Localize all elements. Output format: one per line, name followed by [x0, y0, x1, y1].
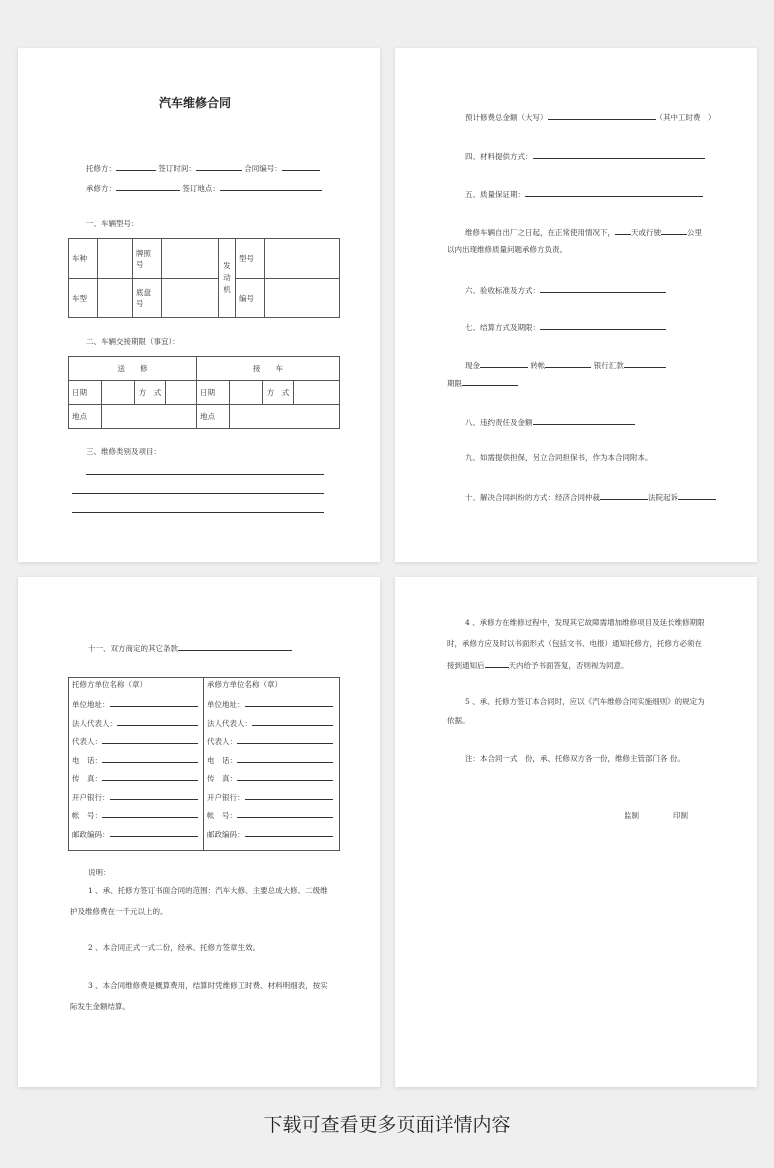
supervise-label: 监制 — [624, 811, 639, 820]
party-field-blank — [117, 717, 198, 726]
party-field-row — [207, 791, 333, 803]
party-field-label: 法人代表人： — [207, 718, 252, 728]
entrust-label: 托修方： — [86, 164, 116, 173]
contract-page-2 — [395, 48, 757, 562]
party-field-blank — [110, 791, 199, 800]
contract-page-4 — [395, 577, 757, 1087]
settlement-line — [465, 321, 666, 333]
note-3a: 3 、本合同维修费是概算费用，结算时凭维修工时费、材料明细表，按实 — [88, 981, 328, 990]
warranty-line — [465, 188, 703, 200]
cash-label: 现金 — [465, 361, 480, 370]
party-field-row — [72, 791, 198, 803]
cell-send: 送 修 — [69, 357, 197, 381]
party-field-blank — [110, 698, 199, 707]
cell-car-model: 车型 — [69, 279, 98, 318]
cell-engine: 发 动 机 — [219, 239, 236, 318]
party-field-label: 代表人： — [72, 737, 102, 746]
party-field-label: 开户银行： — [72, 792, 110, 802]
print-label: 印制 — [673, 811, 688, 820]
blank-line — [72, 512, 324, 513]
party-field-row — [72, 828, 198, 840]
party-field-label: 单位地址： — [72, 700, 110, 709]
party-field-label: 开户银行： — [207, 792, 245, 802]
party-field-blank — [245, 828, 334, 837]
party-field-blank — [102, 772, 198, 781]
party-field-row — [207, 828, 333, 840]
party-field-row — [72, 809, 198, 821]
party-field-blank — [102, 809, 198, 818]
cell-send-method: 方 式 — [135, 381, 166, 405]
warranty-text-2: 以内出现维修质量问题承修方负责。 — [447, 245, 567, 254]
transfer-label: 转帐 — [530, 361, 546, 370]
cell-number: 编号 — [236, 279, 265, 318]
labor-fee-label: （其中工时费 ） — [655, 113, 716, 122]
vehicle-table — [68, 238, 340, 318]
party-field-label: 法人代表人： — [72, 718, 117, 728]
note-title: 说明： — [88, 868, 111, 877]
acceptance-label: 六、验收标准及方式： — [465, 286, 540, 295]
party-field-blank — [237, 735, 333, 744]
party-field-row — [207, 735, 333, 747]
party-field-blank — [237, 772, 333, 781]
party-field-blank — [245, 791, 334, 800]
clause-5b: 依据。 — [447, 716, 470, 725]
party-field-blank — [102, 754, 198, 763]
lawsuit-label: 法院起诉 — [648, 493, 678, 502]
party-field-label: 传 真： — [207, 774, 237, 783]
undertake-line — [86, 182, 322, 194]
contract-title: 汽车维修合同 — [159, 96, 232, 110]
warranty-text-line — [465, 226, 702, 238]
bank-remit-label: 银行汇款 — [593, 361, 624, 370]
warranty-days: 天或行驶 — [631, 228, 661, 237]
party-field-label: 帐 号： — [207, 811, 237, 820]
blank-line — [86, 474, 324, 475]
section-repair-items: 三、维修类别及项目： — [86, 447, 161, 456]
dispute-line — [465, 491, 716, 503]
note-1a: 1 、承、托修方签订书面合同的范围：汽车大修、主要总成大修、二级维 — [88, 886, 328, 895]
party-field-blank — [237, 809, 333, 818]
party-field-label: 代表人： — [207, 737, 237, 746]
section-vehicle-model: 一、车辆型号： — [86, 219, 139, 228]
material-line — [465, 150, 705, 162]
cell-send-place: 地点 — [69, 405, 102, 429]
note-1b: 护及维修费在一千元以上的。 — [70, 907, 168, 916]
party-field-row — [72, 754, 198, 766]
cell-recv-place: 地点 — [197, 405, 230, 429]
undertake-label: 承修方： — [86, 184, 116, 193]
undertake-party-head: 承修方单位名称（章） — [207, 680, 282, 689]
clause-4b: 时，承修方应及时以书面形式（包括文书、电报）通知托修方，托修方必须在 — [447, 639, 702, 648]
liability-line — [465, 416, 635, 428]
cell-vehicle-type: 车种 — [69, 239, 98, 279]
cell-send-date: 日期 — [69, 381, 102, 405]
party-field-row — [72, 698, 198, 710]
party-field-label: 邮政编码： — [72, 829, 110, 839]
parties-table — [68, 677, 340, 851]
entrust-line — [86, 162, 320, 174]
note-3b: 际发生金额结算。 — [70, 1002, 130, 1011]
party-field-row — [72, 772, 198, 784]
party-field-blank — [102, 735, 198, 744]
party-field-label: 帐 号： — [72, 811, 102, 820]
clause-4c: 接到通知后 — [447, 661, 485, 670]
other-terms-line — [88, 642, 292, 654]
cell-model: 型号 — [236, 239, 265, 279]
cell-plate: 牌照号 — [133, 239, 162, 279]
cell-chassis: 底盘号 — [133, 279, 162, 318]
sign-time-label: 签订时间： — [158, 164, 196, 173]
party-field-row — [207, 698, 333, 710]
material-label: 四、材料提供方式： — [465, 152, 533, 161]
clause-4a: 4 、承修方在维修过程中，发现其它故障需增加维修项目及延长维修期限 — [465, 618, 705, 627]
copies-note: 注：本合同一式 份，承、托修双方各一份，维修主管部门各 份。 — [465, 754, 685, 763]
total-fee-line — [465, 111, 716, 123]
party-field-label: 电 话： — [207, 755, 237, 765]
note-2: 2 、本合同正式一式二份，经承、托修方签章生效。 — [88, 943, 261, 952]
blank-line — [72, 493, 324, 494]
party-field-row — [72, 735, 198, 747]
clause-4c-line — [447, 659, 629, 671]
sign-place-label: 签订地点： — [182, 184, 220, 193]
warranty-km: 公里 — [687, 228, 702, 237]
contract-page-3 — [18, 577, 380, 1087]
clause-5a: 5 、承、托修方签订本合同时，应以《汽车维修合同实施细则》的规定为 — [465, 697, 705, 706]
contract-no-label: 合同编号： — [244, 164, 282, 173]
handover-table — [68, 356, 340, 429]
party-field-row — [207, 717, 333, 729]
cell-receive: 接 车 — [197, 357, 340, 381]
total-fee-label: 预计修费总金额（大写） — [465, 113, 548, 122]
party-field-label: 传 真： — [72, 774, 102, 783]
warranty-text: 维修车辆自出厂之日起，在正常使用情况下， — [465, 228, 615, 237]
party-field-row — [72, 717, 198, 729]
download-hint: 下载可查看更多页面详情内容 — [263, 1114, 511, 1136]
cell-recv-date: 日期 — [197, 381, 230, 405]
cell-recv-method: 方 式 — [263, 381, 294, 405]
section-handover: 二、车辆交接期限（事宜）： — [86, 337, 180, 346]
party-field-row — [207, 809, 333, 821]
arbitration-label: 十、解决合同纠纷的方式：经济合同仲裁 — [465, 493, 600, 502]
party-field-blank — [110, 828, 199, 837]
warranty-label: 五、质量保证期： — [465, 190, 525, 199]
entrust-party-head: 托修方单位名称（章） — [72, 680, 147, 689]
payment-line — [465, 359, 666, 371]
clause-4d: 天内给予书面答复，否则视为同意。 — [508, 661, 629, 670]
settlement-label: 七、结算方式及期限： — [465, 323, 540, 332]
liability-label: 八、违约责任及金额 — [465, 418, 533, 427]
party-field-row — [207, 754, 333, 766]
guarantee-line: 九、如需提供担保，另立合同担保书，作为本合同附本。 — [465, 453, 653, 462]
acceptance-line — [465, 284, 666, 296]
party-field-blank — [252, 717, 333, 726]
party-field-blank — [245, 698, 334, 707]
period-line — [447, 377, 518, 389]
contract-page-1 — [18, 48, 380, 562]
party-field-label: 电 话： — [72, 755, 102, 765]
party-field-label: 邮政编码： — [207, 829, 245, 839]
other-terms-label: 十一、双方商定的其它条款 — [88, 644, 178, 653]
period-label: 期限 — [447, 379, 462, 388]
party-field-blank — [237, 754, 333, 763]
party-field-label: 单位地址： — [207, 700, 245, 709]
party-field-row — [207, 772, 333, 784]
